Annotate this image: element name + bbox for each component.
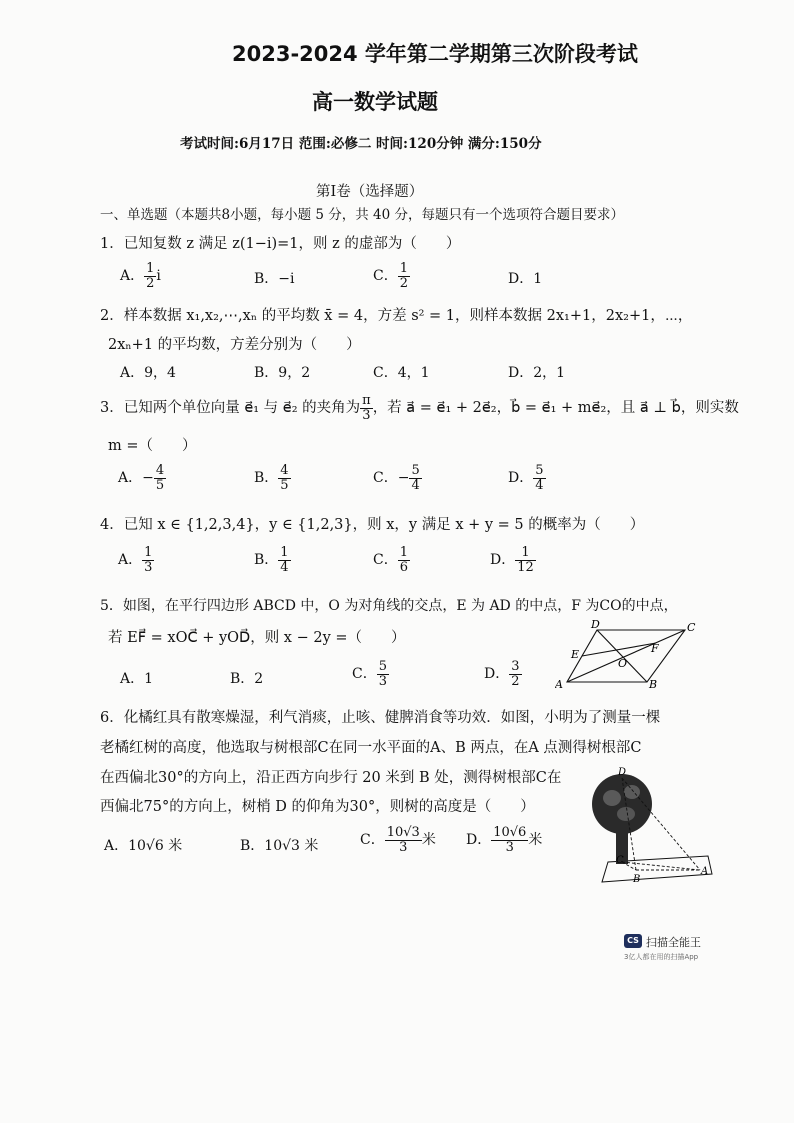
exam-subtitle: 高一数学试题 (312, 90, 438, 114)
question-6-option-b: B．10√3 米 (240, 838, 319, 854)
question-6-option-d: D． $\frac{10√6}{3}$ 米 (466, 825, 543, 855)
question-2-stem-line2: 2xₙ+1 的平均数，方差分别为（ ） (108, 337, 361, 353)
camscanner-logo-icon: CS (624, 934, 642, 948)
question-5-stem-line2: 若 EF⃗ = xOC⃗ + yOD⃗，则 x − 2y =（ ） (108, 630, 406, 646)
parallelogram-figure (555, 618, 705, 690)
question-3-stem-line1: 3．已知两个单位向量 e⃗₁ 与 e⃗₂ 的夹角为 $\frac{\pi}{3}$ ，若 a⃗ = e⃗₁ + 2e⃗₂，b⃗ = e⃗₁ + me⃗₂，且 a⃗ ⊥ b⃗，则实数 (100, 393, 739, 423)
question-3-option-d: D． $\frac{5}{4}$ (508, 463, 544, 493)
point-o-label: O (618, 657, 628, 670)
section-instruction: 一、单选题（本题共8小题，每小题 5 分，共 40 分，每题只有一个选项符合题目要求） (100, 207, 625, 223)
question-3-stem-line2: m =（ ） (108, 438, 197, 454)
question-4-option-a: A． $\frac{1}{3}$ (118, 545, 153, 575)
point-e-label: E (571, 648, 580, 661)
watermark-tagline: 3亿人都在用的扫描App (624, 953, 699, 961)
question-6-option-c: C． $\frac{10√3}{3}$ 米 (360, 825, 436, 855)
question-6-stem-line2: 老橘红树的高度，他选取与树根部C在同一水平面的A、B 两点，在A 点测得树根部C (100, 740, 642, 756)
question-2-option-a: A．9，4 (120, 365, 176, 381)
exam-info: 考试时间:6月17日 范围:必修二 时间:120分钟 满分:150分 (180, 136, 542, 152)
question-1-option-a: A． $\frac{1}{2}$ i (120, 261, 161, 291)
question-1-option-d: D．1 (508, 271, 543, 287)
tree-figure (588, 764, 718, 890)
question-4-option-c: C． $\frac{1}{6}$ (373, 545, 408, 575)
question-5-option-b: B．2 (230, 671, 264, 687)
point-b-label: B (649, 678, 658, 690)
question-2-stem-line1: 2．样本数据 x₁,x₂,⋯,xₙ 的平均数 x̄ = 4，方差 s² = 1，则样本数据 2x₁+1，2x₂+1，⋯， (100, 308, 693, 324)
tree-point-d-label: D (618, 767, 627, 778)
question-2-option-b: B．9，2 (254, 365, 311, 381)
question-1-stem: 1．已知复数 z 满足 z(1−i)=1，则 z 的虚部为（ ） (100, 236, 461, 252)
question-2-option-c: C．4，1 (373, 365, 430, 381)
volume-heading: 第Ⅰ卷（选择题） (316, 184, 424, 200)
question-1-option-c: C． $\frac{1}{2}$ (373, 261, 408, 291)
exam-title: 2023-2024 学年第二学期第三次阶段考试 (232, 42, 638, 66)
question-1-option-b: B．−i (254, 271, 295, 287)
question-4-option-b: B． $\frac{1}{4}$ (254, 545, 289, 575)
question-5-option-a: A．1 (120, 671, 154, 687)
question-3-option-a: A．− $\frac{4}{5}$ (118, 463, 165, 493)
question-6-option-a: A．10√6 米 (104, 838, 183, 854)
question-6-stem-line1: 6．化橘红具有散寒燥湿，利气消痰，止咳、健脾消食等功效．如图，小明为了测量一棵 (100, 710, 661, 726)
question-4-stem: 4．已知 x ∈ {1,2,3,4}，y ∈ {1,2,3}，则 x，y 满足 x + y = 5 的概率为（ ） (100, 517, 645, 533)
point-f-label: F (651, 642, 659, 655)
question-5-option-d: D． $\frac{3}{2}$ (484, 659, 520, 689)
watermark-name: 扫描全能王 (646, 936, 701, 949)
question-5-option-c: C． $\frac{5}{3}$ (352, 659, 387, 689)
tree-point-a-label: A (701, 866, 709, 877)
tree-point-b-label: B (633, 874, 641, 885)
point-a-label: A (555, 678, 563, 690)
question-6-stem-line4: 西偏北75°的方向上，树梢 D 的仰角为30°，则树的高度是（ ） (100, 799, 535, 815)
tree-crown-icon (592, 774, 652, 834)
question-2-option-d: D．2，1 (508, 365, 566, 381)
question-5-stem-line1: 5．如图，在平行四边形 ABCD 中，O 为对角线的交点，E 为 AD 的中点，F 为CO的中点， (100, 598, 678, 614)
question-3-option-b: B． $\frac{4}{5}$ (254, 463, 289, 493)
point-d-label: D (591, 618, 600, 631)
point-c-label: C (687, 621, 696, 634)
tree-point-c-label: C (616, 855, 624, 866)
question-3-option-c: C．− $\frac{5}{4}$ (373, 463, 420, 493)
question-4-option-d: D． $\frac{1}{12}$ (490, 545, 534, 575)
question-6-stem-line3: 在西偏北30°的方向上，沿正西方向步行 20 米到 B 处，测得树根部C在 (100, 770, 562, 786)
